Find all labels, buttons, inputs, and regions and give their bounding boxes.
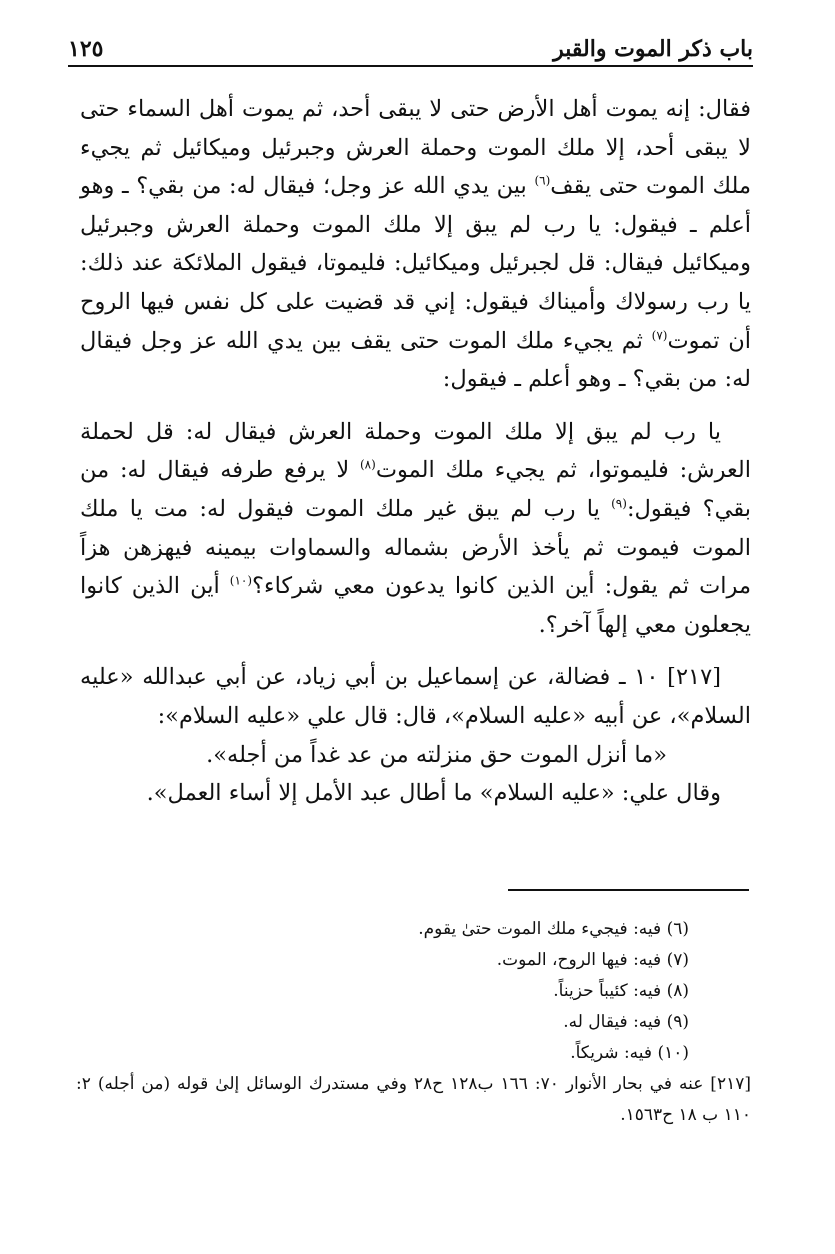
paragraph-hadith-continuation	[80, 90, 751, 399]
quote-line-2	[80, 774, 751, 813]
footnote-7: (٧) فيه: فيها الروح، الموت.	[496, 950, 689, 970]
header-rule	[68, 65, 753, 67]
chapter-title: باب ذكر الموت والقبر	[553, 36, 753, 62]
quote-line-1	[80, 736, 751, 775]
text-run: يا رب لم يبق إلا ملك الموت وحملة العرش فيقال له: قل لحملة العرش: فليموتوا، ثم يجيء ملك الموت	[80, 418, 751, 484]
footnote-10: (١٠) فيه: شريكاً.	[570, 1043, 689, 1063]
text-run: أين الذين كانوا يجعلون معي إلهاً آخر؟.	[80, 573, 751, 638]
hadith-217-text: [٢١٧] ١٠ ـ فضالة، عن إسماعيل بن أبي زياد، عن أبي عبدالله «عليه السلام»، عن أبيه «عليه السلام»، قال: قال علي «عليه السلام»:	[80, 664, 751, 729]
footnote-ref-8: (٨)	[359, 457, 376, 472]
quote-text: وقال علي: «عليه السلام» ما أطال عبد الأمل إلا أساء العمل».	[146, 780, 721, 807]
paragraph-hadith-217	[80, 658, 751, 735]
footnote-ref-10: (١٠)	[229, 573, 253, 588]
footnote-ref-6: (٦)	[534, 173, 551, 188]
paragraph-last-angel	[80, 413, 751, 645]
footnote-rule	[508, 889, 749, 891]
text-run: يا رب لم يبق غير ملك الموت فيقول له: مت يا ملك الموت فيموت ثم يأخذ الأرض بشماله والسماوات بيمينه فيهزهن هزاً مرات ثم يقول: أين الذين كانوا يدعون معي شركاء؟	[80, 495, 751, 600]
footnote-9: (٩) فيه: فيقال له.	[563, 1012, 689, 1032]
footnote-8: (٨) فيه: كئيباً حزيناً.	[553, 981, 689, 1001]
footnote-6: (٦) فيه: فيجيء ملك الموت حتىٰ يقوم.	[418, 919, 689, 939]
footnotes	[76, 914, 751, 1131]
text-run: لا يرفع طرفه فيقال له: من بقي؟ فيقول:	[80, 457, 751, 522]
page-header	[68, 30, 753, 64]
text-run: فقال: إنه يموت أهل الأرض حتى لا يبقى أحد، ثم يموت أهل السماء حتى لا يبقى أحد، إلا ملك الموت وحملة العرش وجبرئيل وميكائيل ثم يجيء ملك الموت حتى يقف	[80, 96, 751, 200]
text-run: بين يدي الله عز وجل؛ فيقال له: من بقي؟ ـ وهو أعلم ـ فيقول: يا رب لم يبق إلا ملك الموت وحملة العرش وجبرئيل وميكائيل فيقال: قل لجبرئيل وميكائيل: فليموتا، فيقول الملائكة عند ذلك: يا رب رسولاك وأميناك فيقول: إني قد قضيت على كل نفس فيها الروح أن تموت	[80, 173, 751, 354]
quote-text: «ما أنزل الموت حق منزلته من عد غداً من أجله».	[206, 741, 667, 768]
main-text	[80, 90, 751, 813]
footnote-ref-9: (٩)	[611, 496, 627, 511]
text-run: ثم يجيء ملك الموت حتى يقف بين يدي الله عز وجل فيقال له: من بقي؟ ـ وهو أعلم ـ فيقول:	[80, 327, 751, 393]
footnote-ref-7: (٧)	[651, 328, 668, 343]
source-reference: [٢١٧] عنه في بحار الأنوار ٧٠: ١٦٦ ب١٢٨ ح٢٨ وفي مستدرك الوسائل إلىٰ قوله (من أجله) ٢: ١١٠ ب ١٨ ح١٥٦٣.	[76, 1074, 751, 1125]
page-number: ١٢٥	[68, 36, 104, 62]
